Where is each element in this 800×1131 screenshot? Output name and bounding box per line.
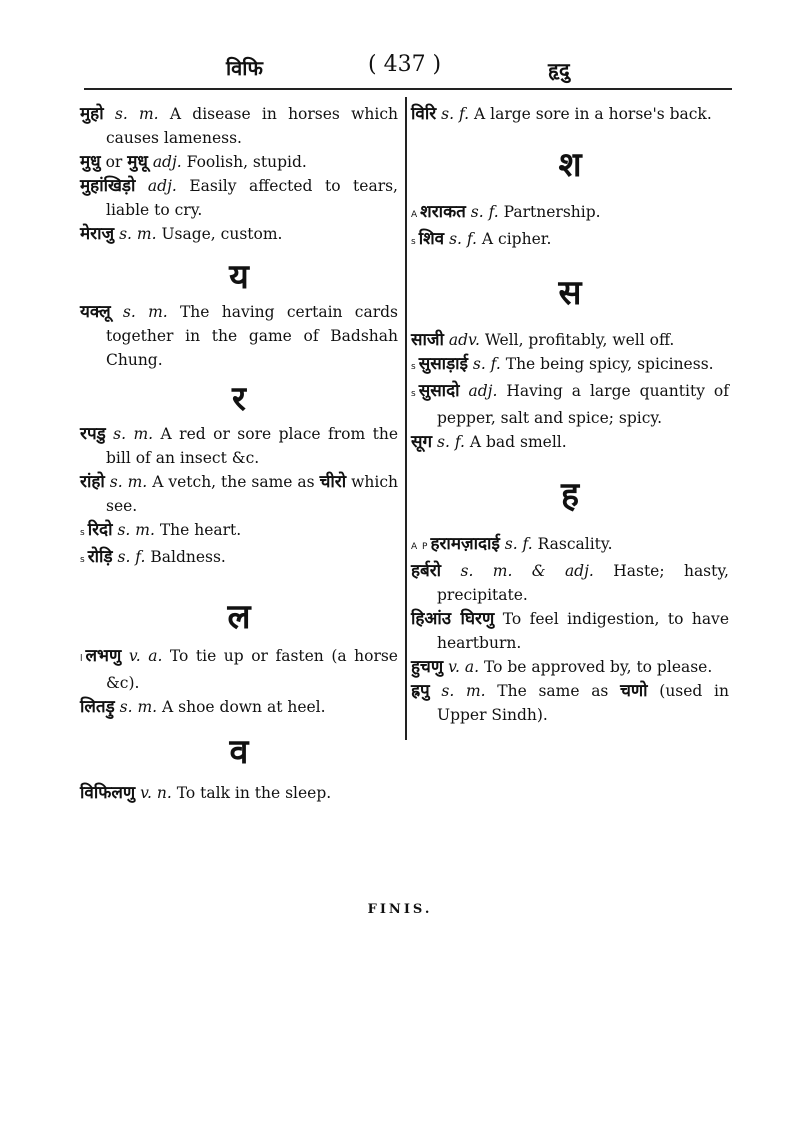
headword: शराकत xyxy=(420,202,466,222)
definition-continued: which see. xyxy=(106,473,398,515)
source-marker: s xyxy=(80,528,86,538)
grammar-label: adj. xyxy=(152,153,182,171)
source-marker: A P xyxy=(411,542,429,552)
dictionary-entry xyxy=(411,679,729,727)
dictionary-entry xyxy=(80,644,398,695)
source-marker: s xyxy=(80,555,86,565)
right-column xyxy=(411,102,729,727)
headword: विरि xyxy=(411,104,437,124)
definition: Having a large quantity of pepper, salt and spice; spicy. xyxy=(437,382,729,427)
alternate-headword: मुधू xyxy=(127,152,148,172)
grammar-label: s. m. xyxy=(122,303,168,321)
definition: To tie up or fasten (a horse &c). xyxy=(106,647,398,692)
grammar-label: s. f. xyxy=(117,548,146,566)
headword: सुसाड़ाई xyxy=(418,354,468,374)
definition: A cipher. xyxy=(481,230,552,248)
definition: A bad smell. xyxy=(469,433,567,451)
section-letter-ra: र xyxy=(232,379,246,419)
definition: Easily affected to tears, liable to cry. xyxy=(106,177,398,219)
left-column xyxy=(80,102,398,805)
dictionary-entry xyxy=(411,328,729,352)
definition: The being spicy, spiciness. xyxy=(505,355,714,373)
dictionary-entry xyxy=(411,352,729,379)
grammar-label: s. f. xyxy=(470,203,499,221)
dictionary-entry xyxy=(80,695,398,719)
headword: रांहो xyxy=(80,472,105,492)
section-letter-la: ल xyxy=(227,597,251,637)
grammar-label: s. m. & adj. xyxy=(460,562,594,580)
definition: A disease in horses which causes lameness. xyxy=(106,105,398,147)
headword: सूग xyxy=(411,432,433,452)
definition: Rascality. xyxy=(537,535,613,553)
grammar-label: v. a. xyxy=(448,658,480,676)
headword: सुसादो xyxy=(418,381,460,401)
dictionary-entry xyxy=(411,379,729,430)
dictionary-entry xyxy=(80,545,398,572)
grammar-label: s. f. xyxy=(504,535,533,553)
headword: साजी xyxy=(411,330,444,350)
grammar-label: s. f. xyxy=(472,355,501,373)
headword: मुहांखिड़ो xyxy=(80,176,136,196)
dictionary-entry xyxy=(80,422,398,470)
headword: ह्रपु xyxy=(411,681,430,701)
grammar-label: s. m. xyxy=(109,473,148,491)
definition: A shoe down at heel. xyxy=(162,698,326,716)
headword: विफिलणु xyxy=(80,783,136,803)
definition: Foolish, stupid. xyxy=(186,153,307,171)
dictionary-entry xyxy=(411,655,729,679)
source-marker: s xyxy=(411,389,417,399)
section-letter-sha: श xyxy=(558,145,582,185)
definition: Baldness. xyxy=(150,548,226,566)
definition: The heart. xyxy=(159,521,242,539)
section-letter-sa: स xyxy=(558,273,582,313)
dictionary-entry xyxy=(411,227,729,254)
dictionary-entry xyxy=(80,222,398,246)
grammar-label: adj. xyxy=(468,382,498,400)
definition: To feel indigestion, to have heartburn. xyxy=(437,610,729,652)
grammar-label: s. m. xyxy=(119,225,157,243)
alternate-joiner: or xyxy=(105,153,123,171)
headword: रिदो xyxy=(87,520,113,540)
dictionary-entry xyxy=(80,174,398,222)
headword: रोड़ि xyxy=(87,547,113,567)
grammar-label: adj. xyxy=(147,177,177,195)
definition: Haste; hasty, precipitate. xyxy=(437,562,729,604)
finis-colophon: FINIS. xyxy=(367,902,433,917)
headword: मेराजु xyxy=(80,224,115,244)
headword: यक्लू xyxy=(80,302,111,322)
column-divider xyxy=(405,97,407,740)
dictionary-entry xyxy=(411,102,729,126)
dictionary-entry xyxy=(411,200,729,227)
header-guide-word-left: विफि xyxy=(226,56,263,80)
dictionary-entry xyxy=(80,102,398,150)
page-number: ( 437 ) xyxy=(368,52,442,77)
headword: मुधु xyxy=(80,152,101,172)
dictionary-entry xyxy=(80,518,398,545)
headword: शिव xyxy=(418,229,445,249)
definition: Usage, custom. xyxy=(161,225,283,243)
definition: A vetch, the same as xyxy=(152,473,315,491)
definition: The same as xyxy=(497,682,609,700)
grammar-label: s. m. xyxy=(114,105,159,123)
source-marker: A xyxy=(411,210,419,220)
definition: Partnership. xyxy=(503,203,601,221)
header-guide-word-right: हृदु xyxy=(548,58,570,82)
grammar-label: s. m. xyxy=(117,521,155,539)
headword: लभणु xyxy=(85,646,122,666)
dictionary-entry xyxy=(80,470,398,518)
dictionary-entry xyxy=(80,781,398,805)
source-marker: l xyxy=(80,654,84,664)
headword: हिआंउ घिरणु xyxy=(411,609,495,629)
definition: A red or sore place from the bill of an insect &c. xyxy=(106,425,398,467)
grammar-label: s. m. xyxy=(441,682,486,700)
cross-reference: चीरो xyxy=(319,472,347,492)
grammar-label: s. m. xyxy=(119,698,158,716)
dictionary-entry xyxy=(411,607,729,655)
running-header xyxy=(84,50,732,90)
definition-continued: (used in Upper Sindh). xyxy=(437,682,729,724)
source-marker: s xyxy=(411,237,417,247)
grammar-label: adv. xyxy=(448,331,480,349)
section-letter-ha: ह xyxy=(560,475,580,515)
headword: मुहो xyxy=(80,104,104,124)
grammar-label: s. f. xyxy=(437,433,465,451)
source-marker: s xyxy=(411,362,417,372)
section-letter-ya: य xyxy=(229,257,249,297)
headword: हरामज़ादाई xyxy=(430,534,500,554)
dictionary-entry xyxy=(80,300,398,372)
dictionary-entry xyxy=(411,430,729,454)
grammar-label: v. a. xyxy=(128,647,163,665)
headword: हर्बरो xyxy=(411,561,442,581)
dictionary-entry xyxy=(80,150,398,174)
cross-reference: चणो xyxy=(620,681,648,701)
definition: The having certain cards together in the game of Badshah Chung. xyxy=(106,303,398,369)
dictionary-entry xyxy=(411,559,729,607)
headword: रपडु xyxy=(80,424,106,444)
definition: A large sore in a horse's back. xyxy=(474,105,712,123)
grammar-label: s. f. xyxy=(449,230,477,248)
headword: लितड़ु xyxy=(80,697,115,717)
definition: To talk in the sleep. xyxy=(176,784,332,802)
section-letter-va: व xyxy=(229,732,249,772)
definition: To be approved by, to please. xyxy=(483,658,713,676)
definition: Well, profitably, well off. xyxy=(484,331,675,349)
grammar-label: s. m. xyxy=(113,425,154,443)
grammar-label: v. n. xyxy=(140,784,172,802)
headword: हुचणु xyxy=(411,657,444,677)
grammar-label: s. f. xyxy=(441,105,470,123)
dictionary-entry xyxy=(411,532,729,559)
